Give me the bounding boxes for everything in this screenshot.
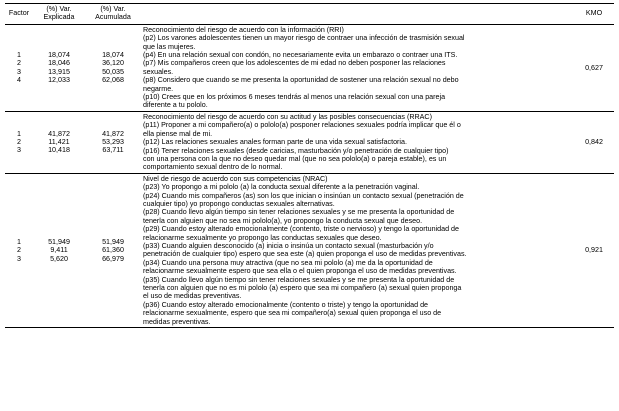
item-text-line: (p10) Crees que en los próximos 6 meses tendrás al menos una relación sexual con una pareja xyxy=(143,93,446,102)
explained-variance xyxy=(33,24,85,111)
explained-variance-value: 9,411 xyxy=(50,246,68,255)
item-text-line: (p34) Cuando una persona muy atractiva (que no sea mi pololo (a) me da la oportunidad de xyxy=(143,258,433,267)
factor-numbers-value: 3 xyxy=(17,67,21,76)
item-text-line: (p35) Cuando llevo algún tiempo sin tener relaciones sexuales y se me presenta la oportunidad de xyxy=(143,275,455,284)
dimension-title: Reconocimiento del riesgo de acuerdo con su actitud y las posibles consecuencias (RRAC) xyxy=(143,112,432,121)
explained-variance-value: 10,418 xyxy=(48,146,70,155)
explained-variance-value: 11,421 xyxy=(48,138,70,147)
accumulated-variance-value: 41,872 xyxy=(102,129,124,138)
accumulated-variance xyxy=(85,24,141,111)
item-text-line: (p16) Tener relaciones sexuales (desde caricias, masturbación y/o penetración de cualquier tipo) xyxy=(143,146,449,155)
item-text-line: (p7) Mis compañeros creen que los adolescentes de mi edad no deben posponer las relaciones xyxy=(143,59,446,68)
accumulated-variance-value: 51,949 xyxy=(102,237,124,246)
accumulated-variance-value: 18,074 xyxy=(102,51,124,60)
factor-numbers xyxy=(5,24,33,111)
factor-numbers xyxy=(5,111,33,173)
dimension-description xyxy=(141,111,574,173)
item-text-line: negarme. xyxy=(143,84,174,93)
table-row xyxy=(5,111,614,173)
accumulated-variance-value: 53,293 xyxy=(102,138,124,147)
accumulated-variance-value: 66,979 xyxy=(102,254,124,263)
table-row xyxy=(5,173,614,327)
item-text-line: (p2) Los varones adolescentes tienen un mayor riesgo de contraer una infección de trasmisión sexual xyxy=(143,34,465,43)
header-accumulated-variance: (%) Var. Acumulada xyxy=(95,5,131,22)
item-text-line: sexuales. xyxy=(143,67,174,76)
accumulated-variance xyxy=(85,111,141,173)
item-text-line: (p12) Las relaciones sexuales anales forman parte de una vida sexual satisfactoria. xyxy=(143,138,407,147)
item-text-line: (p28) Cuando llevo algún tiempo sin tener relaciones sexuales y se me presenta la oportunidad de xyxy=(143,208,455,217)
item-text-line: comportamiento sexual dentro de lo normal. xyxy=(143,163,283,172)
factor-numbers-value: 2 xyxy=(17,246,21,255)
item-text-line: relacionarme sexualmente, espero que sea mi compañero(a) sexual quien proponga el uso de xyxy=(143,309,442,318)
item-text-line: medidas preventivas. xyxy=(143,317,211,326)
dimension-description xyxy=(141,173,574,327)
accumulated-variance-value: 36,120 xyxy=(102,59,124,68)
kmo-value: 0,921 xyxy=(585,246,603,255)
accumulated-variance-value: 61,360 xyxy=(102,246,124,255)
item-text-line: (p8) Considero que cuando se me presenta la oportunidad de sostener una relación sexual no debo xyxy=(143,76,459,85)
item-text-line: (p24) Cuando mis compañeros (as) son los que inician o insinúan un contacto sexual (penetración de xyxy=(143,191,464,200)
explained-variance-value: 18,046 xyxy=(48,59,70,68)
item-text-line: con una persona con la que no deseo quedar mal (que no sea pololo(a) o pareja estable), es un xyxy=(143,154,447,163)
item-text-line: (p29) Cuando estoy alterado emocionalmente (contento, triste o nervioso) y tengo la oportunidad de xyxy=(143,225,459,234)
item-text-line: relacionarme sexualmente yo propongo las conductas sexuales que deseo. xyxy=(143,233,382,242)
dimension-title: Nivel de riesgo de acuerdo con sus competencias (NRAC) xyxy=(143,174,328,183)
item-text-line: tenerla con alguien que no es mi pololo (a) espero que sea mi compañero (a) sexual quien proponga xyxy=(143,284,462,292)
factor-numbers-value: 3 xyxy=(17,254,21,263)
item-text-line: (p33) Cuando alguien desconocido (a) inicia o insinúa un contacto sexual (masturbación y/o xyxy=(143,241,434,250)
item-text-line: diferente a tu pololo. xyxy=(143,101,208,110)
header-description xyxy=(141,4,574,25)
header-explained-variance: (%) Var. Explicada xyxy=(43,5,75,22)
item-text-line: penetración de cualquier tipo) espero que sea este (a) quien proponga el uso de medidas preventivas. xyxy=(143,250,467,259)
factor-numbers-value: 1 xyxy=(17,51,21,60)
item-text-line: ella piense mal de mi. xyxy=(143,129,213,138)
table-row xyxy=(5,24,614,111)
explained-variance-value: 13,915 xyxy=(48,67,70,76)
item-text-line: (p23) Yo propongo a mi pololo (a) la conducta sexual diferente a la penetración vaginal. xyxy=(143,183,420,192)
item-text-line: (p11) Proponer a mi compañero(a) o pololo(a) posponer relaciones sexuales podría implicar que él o xyxy=(143,121,461,130)
item-text-line: el uso de medidas preventivas. xyxy=(143,292,242,301)
dimension-title: Reconocimiento del riesgo de acuerdo con la información (RRI) xyxy=(143,25,344,34)
table-header-row xyxy=(5,4,614,25)
explained-variance-value: 41,872 xyxy=(48,129,70,138)
factor-analysis-table xyxy=(5,3,614,328)
factor-numbers-value: 2 xyxy=(17,59,21,68)
explained-variance-value: 51,949 xyxy=(48,237,70,246)
factor-numbers-value: 4 xyxy=(17,76,21,85)
item-text-line: (p36) Cuando estoy alterado emocionalmente (contento o triste) y tengo la oportunidad de xyxy=(143,300,429,309)
explained-variance-value: 5,620 xyxy=(50,254,68,263)
item-text-line: relacionarme sexualmente espero que sea ella o el quien proponga el uso de medidas preventivas. xyxy=(143,267,457,276)
item-text-line: cualquier tipo) yo propongo conductas sexuales alternativas. xyxy=(143,199,335,208)
factor-numbers-value: 2 xyxy=(17,138,21,147)
factor-numbers-value: 1 xyxy=(17,237,21,246)
item-text-line: tenerla con alguien que no sea mi pololo(a), yo propongo la conducta sexual que deseo. xyxy=(143,216,423,225)
item-text-line: que las mujeres. xyxy=(143,42,196,51)
accumulated-variance xyxy=(85,173,141,327)
item-text-line: (p4) En una relación sexual con condón, no necesariamente evita un embarazo o contraer una ITS. xyxy=(143,51,458,60)
explained-variance-value: 12,033 xyxy=(48,76,70,85)
header-factor: Factor xyxy=(8,9,30,18)
factor-numbers-value: 1 xyxy=(17,129,21,138)
factor-numbers xyxy=(5,173,33,327)
accumulated-variance-value: 63,711 xyxy=(102,146,124,155)
accumulated-variance-value: 62,068 xyxy=(102,76,124,85)
explained-variance xyxy=(33,111,85,173)
kmo-value: 0,842 xyxy=(585,138,603,147)
accumulated-variance-value: 50,035 xyxy=(102,67,124,76)
explained-variance-value: 18,074 xyxy=(48,51,70,60)
factor-numbers-value: 3 xyxy=(17,146,21,155)
explained-variance xyxy=(33,173,85,327)
kmo-value: 0,627 xyxy=(585,63,603,72)
dimension-description xyxy=(141,24,574,111)
header-kmo: KMO xyxy=(585,9,603,18)
